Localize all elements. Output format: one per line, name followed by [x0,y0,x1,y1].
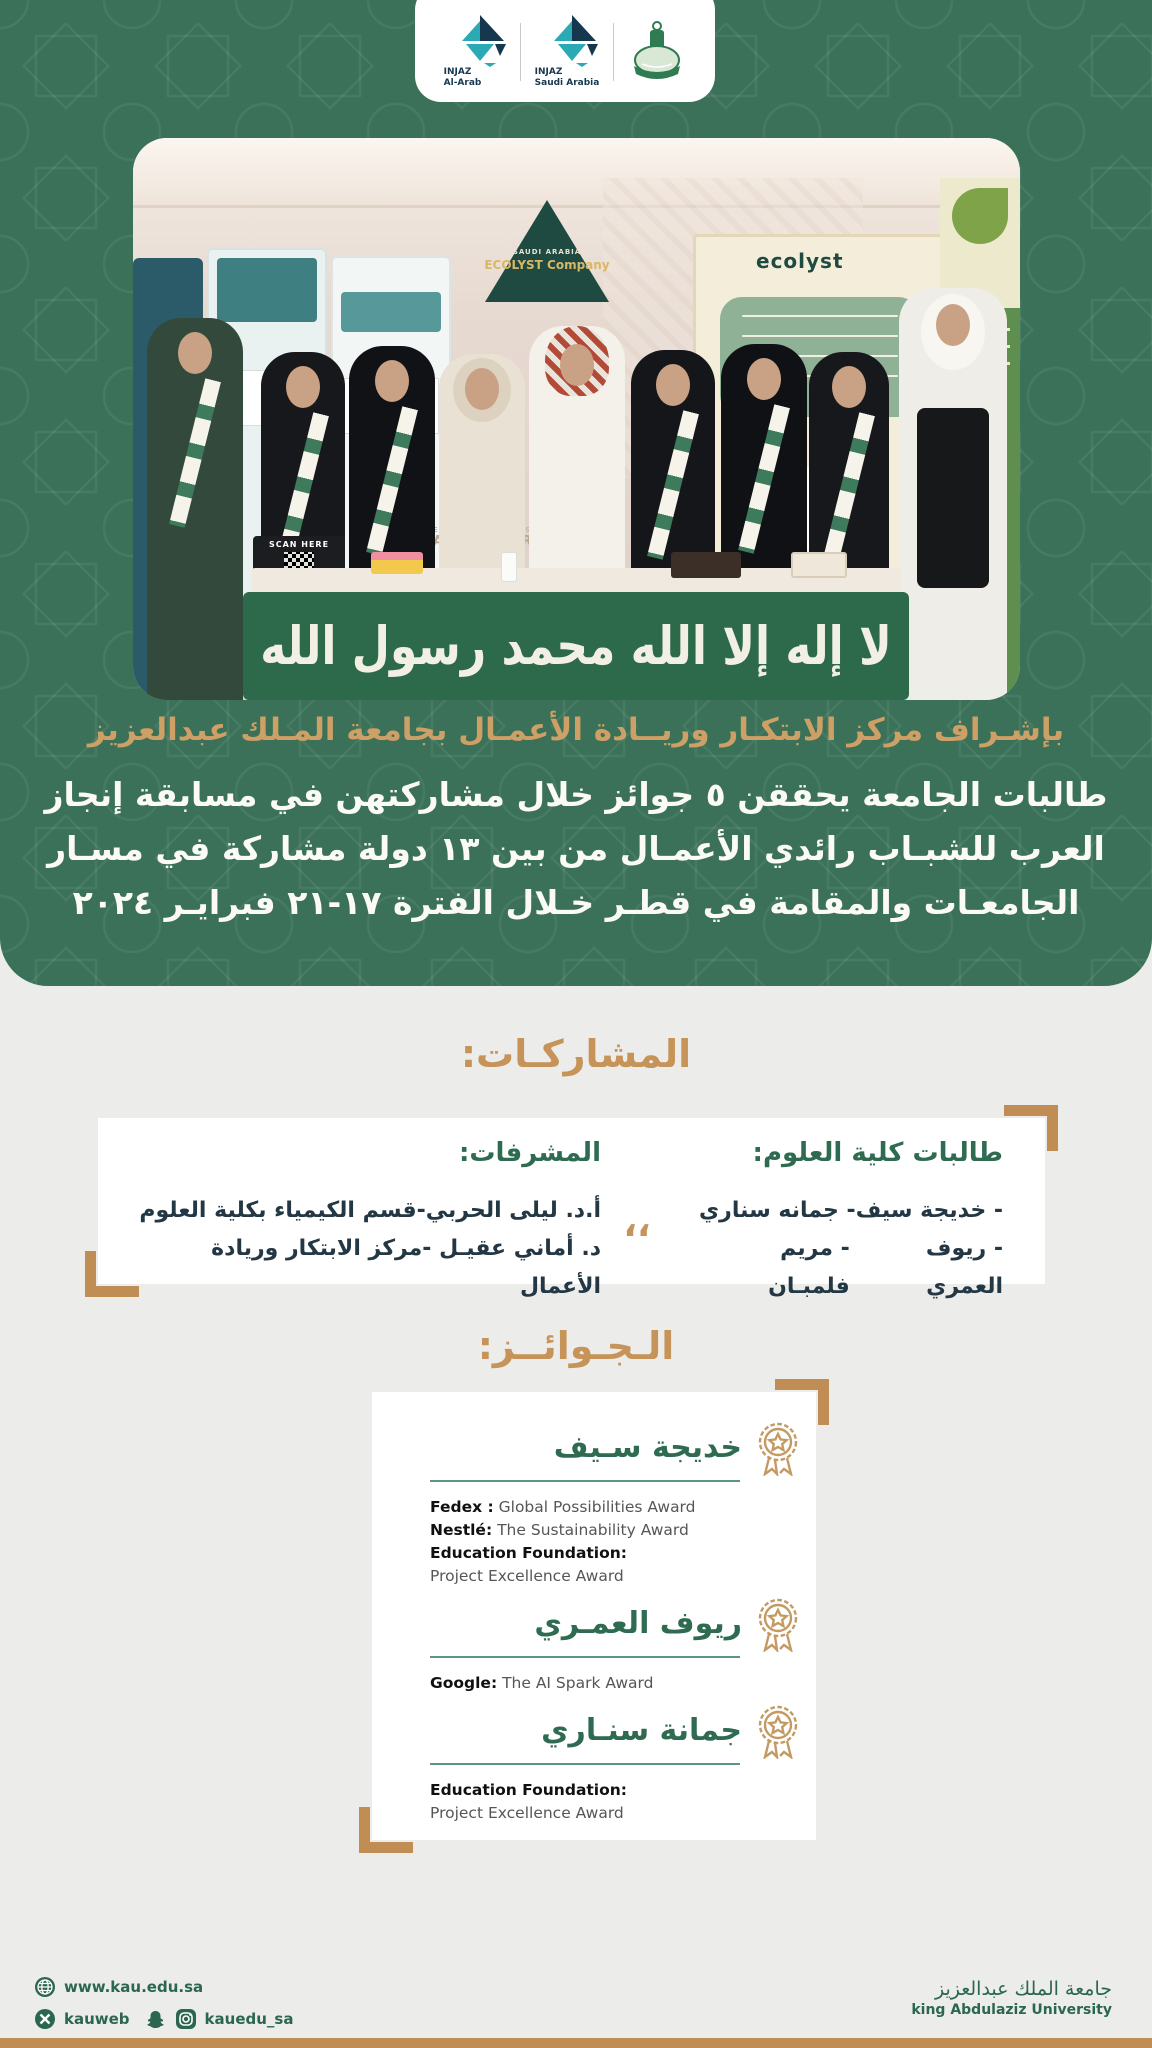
winner-underline [430,1763,740,1765]
awards-card [372,1392,816,1840]
winner-block [430,1701,804,1825]
supervisor-row: أ.د. ليلى الحربي-قسم الكيمياء بكلية العلوم [139,1198,601,1223]
gold-corner-bracket [85,1251,139,1297]
award-lines: Education Foundation: Project Excellence Award [430,1781,628,1822]
bottle [501,552,517,582]
hero-line: العرب للشبـاب رائدي الأعمـال من بين ١٣ دولة مشاركة في مسـار [47,829,1105,868]
logo-divider [520,23,521,81]
instagram-handle[interactable]: kauedu_sa [204,2010,294,2028]
award-rosette-icon [752,1701,804,1759]
injaz-alarab-logo [444,15,506,89]
gold-corner-bracket [775,1379,829,1425]
snapchat-icon[interactable] [144,2008,167,2031]
x-twitter-icon[interactable] [34,2008,56,2030]
pyramid-top-text: SAUDI ARABIA [512,248,582,256]
logo-divider [613,23,614,81]
students-row: - ريوف العمري - مريم فلمبـان [768,1236,1003,1299]
ecolyst-logo-text: ecolyst [756,249,844,273]
injaz-arrow-icon [536,15,598,67]
supervisors-column [128,1138,601,1299]
university-name-english: king Abdulaziz University [911,2002,1112,2018]
quote-mark: ،، [623,1204,651,1245]
hero-line: طالبات الجامعة يحققن ٥ جوائز خلال مشاركتهن في مسابقة إنجاز [44,775,1108,814]
website-link[interactable]: www.kau.edu.sa [64,1978,204,1996]
hero-line: الجامعـات والمقامة في قطـر خـلال الفترة ١٧-٢١ فبرايـر ٢٠٢٤ [72,883,1080,922]
photo-ceiling [133,138,1020,208]
winner-underline [430,1656,740,1658]
footer-contact [34,1974,293,2032]
students-header: طالبات كلية العلوم: [752,1138,1003,1168]
injaz-saudi-logo [535,15,600,89]
photo-person [899,288,1007,700]
hero-paragraph [0,768,1152,930]
footer-gold-bar [0,2038,1152,2048]
leaf-icon [952,188,1008,244]
x-handle[interactable]: kauweb [64,2010,130,2028]
students-column [673,1138,1003,1299]
injaz-arrow-icon [444,15,506,67]
injaz-alarab-region: Al-Arab [443,78,482,88]
supervisors-header: المشرفات: [458,1138,601,1168]
winner-block [430,1418,804,1588]
winner-underline [430,1480,740,1482]
injaz-saudi-name: INJAZ [534,67,563,77]
kau-emblem-icon [628,16,686,88]
students-row: - خديجة سيف - جمانه سناري [699,1198,1003,1223]
globe-icon [34,1976,56,1998]
winner-name: خديجة سـيف [553,1429,742,1465]
shahada-calligraphy: لا إله إلا الله محمد رسول الله [260,615,892,677]
university-name-arabic: جامعة الملك عبدالعزيز [934,1978,1112,2000]
instagram-icon[interactable] [175,2008,197,2030]
winner-name: جمانة سنـاري [541,1712,742,1748]
injaz-saudi-region: Saudi Arabia [534,78,600,88]
hero-title: بإشـراف مركز الابتكـار وريــادة الأعمـال بجامعة المـلك عبدالعزيز [87,712,1065,748]
test-tube-rack [371,552,423,574]
photo-scan-box: SCAN HERE [253,536,345,596]
gold-corner-bracket [1004,1105,1058,1151]
photo-pyramid-label [433,246,661,272]
injaz-alarab-name: INJAZ [443,67,472,77]
footer-university [911,1978,1112,2018]
photo-person [147,318,243,700]
participants-section-title: المشاركـات: [460,1032,692,1076]
winner-name: ريوف العمـري [534,1605,742,1641]
winner-block [430,1594,804,1695]
award-lines: Google: The AI Spark Award [430,1674,654,1692]
hero-section [0,0,1152,986]
gold-corner-bracket [359,1807,413,1853]
photo-table [251,568,901,700]
award-lines: Fedex : Global Possibilities Award Nestlé: The Sustainability Award Education Foundation: Project Excellence Award [430,1498,696,1585]
display-box [671,552,741,578]
participants-card [98,1118,1045,1299]
tablecloth [243,592,909,700]
pyramid-title-text: ECOLYST Company [484,258,610,272]
awards-section-title: الـجـوائــز: [477,1324,675,1368]
event-photo [133,138,1020,700]
award-rosette-icon [752,1594,804,1652]
sample-jar [791,552,847,578]
award-rosette-icon [752,1418,804,1476]
supervisor-row: د. أماني عقيـل -مركز الابتكار وريادة الأعمال [211,1236,601,1299]
logo-card [415,0,715,102]
